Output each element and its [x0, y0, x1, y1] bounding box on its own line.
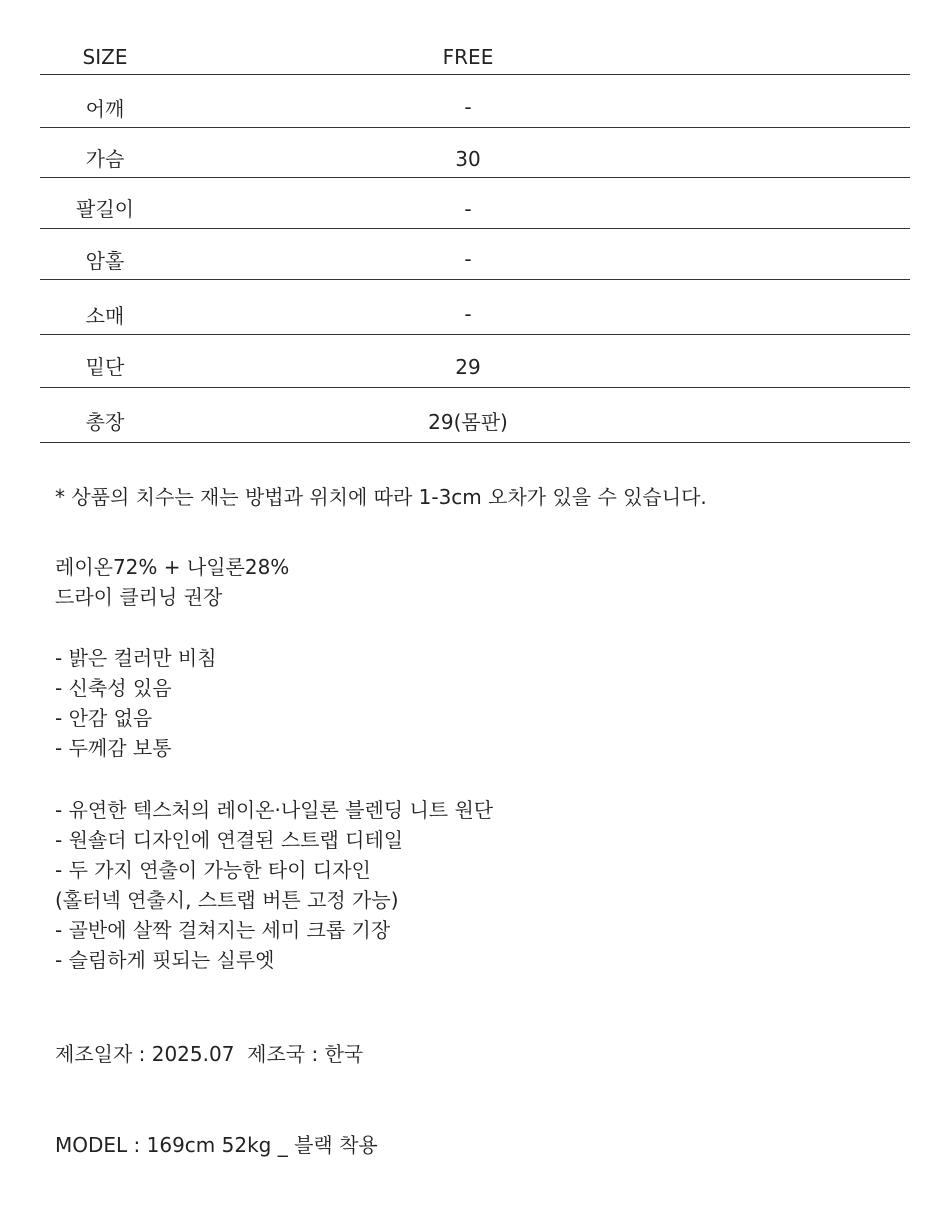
size-row-value: -	[464, 95, 472, 119]
manufacture-info	[55, 1039, 915, 1069]
list-item: - 안감 없음	[55, 706, 153, 730]
size-table	[40, 38, 910, 443]
care-instruction: 드라이 클리닝 권장	[55, 585, 223, 609]
size-row-label: 밑단	[85, 355, 125, 379]
size-header-value: FREE	[442, 45, 494, 69]
list-item: (홀터넥 연출시, 스트랩 버튼 고정 가능)	[55, 888, 399, 912]
model-text: MODEL : 169cm 52kg _ 블랙 착용	[55, 1133, 378, 1157]
size-header-label: SIZE	[82, 45, 128, 69]
material-section	[55, 552, 915, 612]
size-row-sleeve-length	[40, 178, 910, 229]
list-item: - 두께감 보통	[55, 736, 172, 760]
design-features	[55, 795, 915, 975]
size-row-label: 팔길이	[76, 197, 134, 221]
manufacture-text: 제조일자 : 2025.07 제조국 : 한국	[55, 1042, 364, 1066]
measurement-notice	[55, 482, 915, 512]
list-item: - 슬림하게 핏되는 실루엣	[55, 948, 275, 972]
list-item: - 신축성 있음	[55, 676, 172, 700]
size-row-value: -	[464, 197, 472, 221]
size-row-label: 가슴	[85, 147, 125, 171]
fabric-features	[55, 643, 915, 763]
size-row-value: 29	[455, 355, 481, 379]
list-item: - 유연한 텍스처의 레이온·나일론 블렌딩 니트 원단	[55, 798, 494, 822]
size-row-label: 어깨	[85, 97, 125, 121]
size-row-label: 소매	[85, 304, 125, 328]
size-row-armhole	[40, 229, 910, 280]
size-row-value: -	[464, 302, 472, 326]
size-row-label: 암홀	[85, 249, 125, 273]
size-row-value: -	[464, 247, 472, 271]
size-row-cuff	[40, 280, 910, 335]
list-item: - 원숄더 디자인에 연결된 스트랩 디테일	[55, 828, 404, 852]
list-item: - 두 가지 연출이 가능한 타이 디자인	[55, 858, 371, 882]
size-row-total-length	[40, 388, 910, 443]
notice-text: * 상품의 치수는 재는 방법과 위치에 따라 1-3cm 오차가 있을 수 있습니다.	[55, 485, 707, 509]
size-row-hem	[40, 335, 910, 388]
size-row-shoulder	[40, 75, 910, 128]
size-row-value: 29(몸판)	[428, 410, 508, 434]
size-table-header	[40, 38, 910, 75]
size-row-value: 30	[455, 147, 481, 171]
list-item: - 골반에 살짝 걸쳐지는 세미 크롭 기장	[55, 918, 391, 942]
model-info	[55, 1130, 915, 1160]
size-row-label: 총장	[85, 410, 125, 434]
list-item: - 밝은 컬러만 비침	[55, 646, 217, 670]
size-row-chest	[40, 128, 910, 178]
material-composition: 레이온72% + 나일론28%	[55, 555, 290, 579]
